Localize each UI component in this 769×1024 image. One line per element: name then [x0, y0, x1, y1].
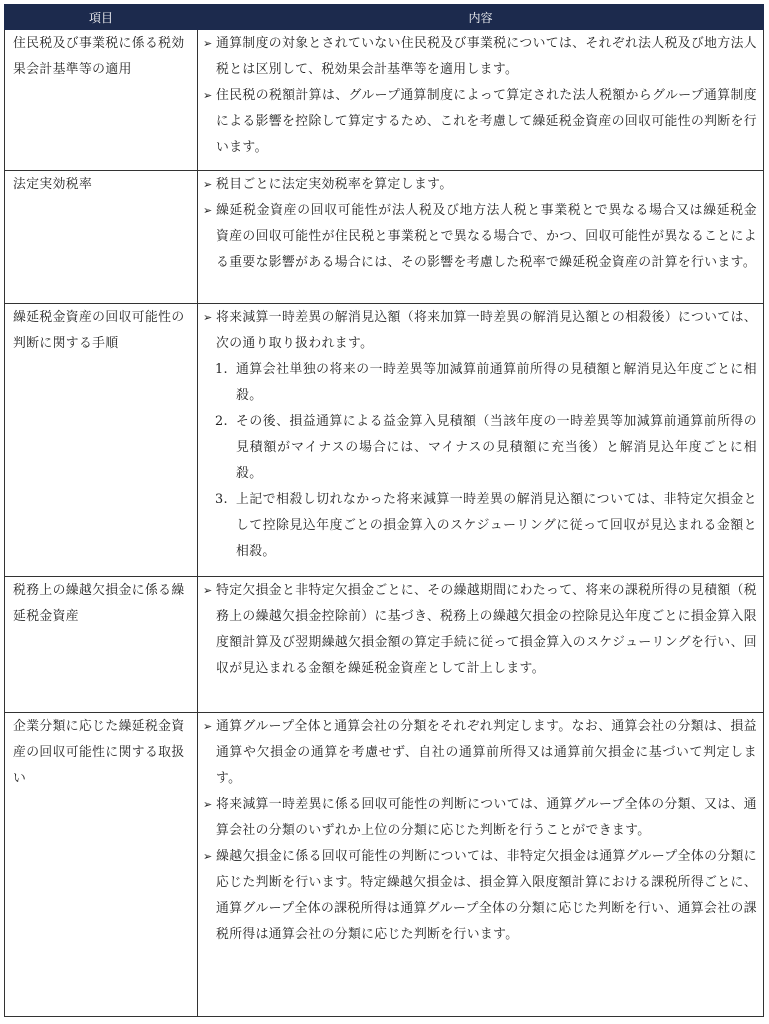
arrow-bullet-icon: ➢ — [203, 311, 213, 324]
bullet-paragraph: ➢ 繰延税金資産の回収可能性が法人税及び地方法人税と事業税とで異なる場合又は繰延税金資産の回収可能性が住民税と事業税とで異なる場合で、かつ、回収可能性が異なることによる重要な影響がある場合には、その影響を考慮した税率で繰延税金資産の計算を行います。 — [203, 198, 757, 276]
row-content — [198, 304, 764, 577]
row-item: 法定実効税率 — [5, 171, 198, 304]
row-content — [198, 713, 764, 1017]
arrow-bullet-icon: ➢ — [203, 204, 213, 217]
header-content: 内容 — [198, 5, 764, 30]
header-row — [5, 5, 764, 30]
bullet-paragraph: ➢ 通算制度の対象とされていない住民税及び事業税については、それぞれ法人税及び地方法人税とは区別して、税効果会計基準等を適用します。 — [203, 31, 757, 83]
numbered-item: 1. 通算会社単独の将来の一時差異等加減算前通算前所得の見積額と解消見込年度ごとに相殺。 — [215, 362, 757, 403]
bullet-paragraph: ➢ 特定欠損金と非特定欠損金ごとに、その繰越期間にわたって、将来の課税所得の見積額（税務上の繰越欠損金控除前）に基づき、税務上の繰越欠損金の控除見込年度ごとに損金算入限度額計算及び翌期繰越欠損金額の算定手続に従って損金算入のスケジューリングを行い、回収が見込まれる金額を繰延税金資産として計上します。 — [203, 578, 757, 682]
row-item: 繰延税金資産の回収可能性の判断に関する手順 — [5, 304, 198, 577]
table-row — [5, 30, 764, 171]
arrow-bullet-icon: ➢ — [203, 850, 213, 863]
bullet-paragraph: ➢ 通算グループ全体と通算会社の分類をそれぞれ判定します。なお、通算会社の分類は、損益通算や欠損金の通算を考慮せず、自社の通算前所得又は通算前欠損金に基づいて判定します。 — [203, 714, 757, 792]
bullet-paragraph: ➢ 将来減算一時差異に係る回収可能性の判断については、通算グループ全体の分類、又は、通算会社の分類のいずれか上位の分類に応じた判断を行うことができます。 — [203, 792, 757, 844]
bullet-paragraph: ➢ 繰越欠損金に係る回収可能性の判断については、非特定欠損金は通算グループ全体の分類に応じた判断を行います。特定繰越欠損金は、損金算入限度額計算における課税所得ごとに、通算グループ全体の課税所得は通算グループ全体の分類に応じた判断を行い、通算会社の課税所得は通算会社の分類に応じた判断を行います。 — [203, 844, 757, 948]
arrow-bullet-icon: ➢ — [203, 798, 213, 811]
table-row — [5, 713, 764, 1017]
arrow-bullet-icon: ➢ — [203, 584, 213, 597]
table-row — [5, 577, 764, 713]
row-item: 税務上の繰越欠損金に係る繰延税金資産 — [5, 577, 198, 713]
bullet-paragraph: ➢ 税目ごとに法定実効税率を算定します。 — [203, 172, 757, 198]
row-content — [198, 30, 764, 171]
row-item: 企業分類に応じた繰延税金資産の回収可能性に関する取扱い — [5, 713, 198, 1017]
row-content — [198, 171, 764, 304]
arrow-bullet-icon: ➢ — [203, 720, 213, 733]
arrow-bullet-icon: ➢ — [203, 37, 213, 50]
tax-effect-table — [4, 4, 764, 1017]
bullet-paragraph: ➢ 将来減算一時差異の解消見込額（将来加算一時差異の解消見込額との相殺後）については、次の通り取り扱われます。 — [203, 305, 757, 357]
table-row — [5, 171, 764, 304]
arrow-bullet-icon: ➢ — [203, 178, 213, 191]
bullet-paragraph: ➢ 住民税の税額計算は、グループ通算制度によって算定された法人税額からグループ通算制度による影響を控除して算定するため、これを考慮して繰延税金資産の回収可能性の判断を行います。 — [203, 83, 757, 161]
header-item: 項目 — [5, 5, 198, 30]
numbered-item: 3. 上記で相殺し切れなかった将来減算一時差異の解消見込額については、非特定欠損金として控除見込年度ごとの損金算入のスケジューリングに従って回収が見込まれる金額と相殺。 — [215, 492, 757, 559]
row-content — [198, 577, 764, 713]
arrow-bullet-icon: ➢ — [203, 89, 213, 102]
table-row — [5, 304, 764, 577]
numbered-item: 2. その後、損益通算による益金算入見積額（当該年度の一時差異等加減算前通算前所得の見積額がマイナスの場合には、マイナスの見積額に充当後）と解消見込年度ごとに相殺。 — [215, 414, 757, 481]
row-item: 住民税及び事業税に係る税効果会計基準等の適用 — [5, 30, 198, 171]
